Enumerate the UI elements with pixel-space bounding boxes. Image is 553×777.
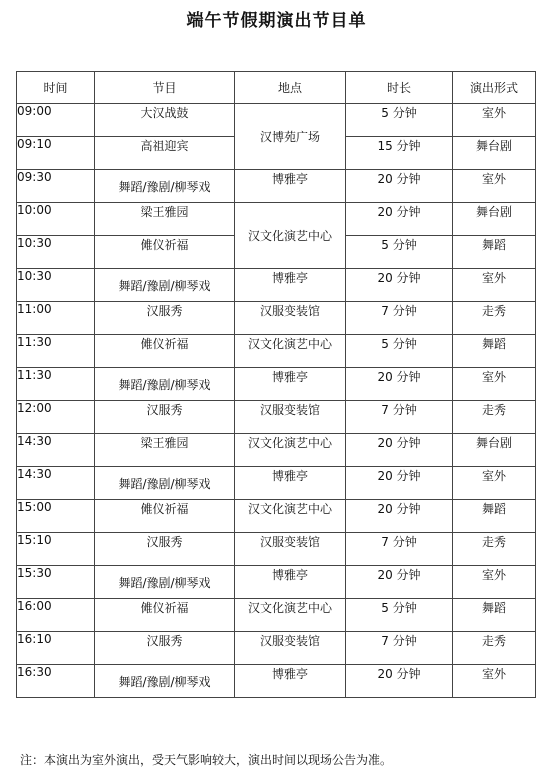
cell-form: 舞台剧 (453, 203, 536, 236)
schedule-table (16, 71, 536, 698)
table-row (17, 434, 536, 467)
cell-time: 10:30 (17, 269, 95, 302)
cell-venue: 博雅亭 (235, 665, 346, 698)
cell-form: 室外 (453, 665, 536, 698)
header-duration: 时长 (346, 72, 453, 104)
table-row (17, 302, 536, 335)
cell-duration: 7 分钟 (346, 632, 453, 665)
table-row (17, 335, 536, 368)
cell-venue: 汉服变装馆 (235, 533, 346, 566)
cell-venue: 博雅亭 (235, 566, 346, 599)
cell-time: 16:30 (17, 665, 95, 698)
cell-program: 傩仪祈福 (95, 500, 235, 533)
cell-form: 舞蹈 (453, 500, 536, 533)
cell-program: 傩仪祈福 (95, 599, 235, 632)
cell-venue: 汉服变装馆 (235, 302, 346, 335)
cell-venue: 博雅亭 (235, 467, 346, 500)
cell-venue: 博雅亭 (235, 170, 346, 203)
cell-venue: 汉文化演艺中心 (235, 500, 346, 533)
cell-venue: 汉博苑广场 (235, 104, 346, 170)
cell-duration: 20 分钟 (346, 368, 453, 401)
table-row (17, 665, 536, 698)
cell-duration: 5 分钟 (346, 599, 453, 632)
table-row (17, 632, 536, 665)
cell-duration: 5 分钟 (346, 236, 453, 269)
cell-duration: 15 分钟 (346, 137, 453, 170)
table-row (17, 566, 536, 599)
cell-form: 舞台剧 (453, 137, 536, 170)
cell-duration: 20 分钟 (346, 500, 453, 533)
header-form: 演出形式 (453, 72, 536, 104)
header-row (17, 72, 536, 104)
cell-program: 舞蹈/豫剧/柳琴戏 (95, 467, 235, 500)
schedule-body (17, 104, 536, 698)
cell-form: 走秀 (453, 632, 536, 665)
cell-form: 走秀 (453, 533, 536, 566)
cell-time: 09:00 (17, 104, 95, 137)
cell-time: 11:00 (17, 302, 95, 335)
cell-duration: 20 分钟 (346, 269, 453, 302)
cell-program: 高祖迎宾 (95, 137, 235, 170)
cell-time: 16:00 (17, 599, 95, 632)
table-row (17, 500, 536, 533)
cell-form: 室外 (453, 269, 536, 302)
cell-venue: 汉文化演艺中心 (235, 335, 346, 368)
cell-time: 11:30 (17, 368, 95, 401)
cell-time: 09:10 (17, 137, 95, 170)
cell-time: 10:30 (17, 236, 95, 269)
page-title: 端午节假期演出节目单 (186, 11, 367, 31)
table-row (17, 599, 536, 632)
footnote: 注：本演出为室外演出，受天气影响较大，演出时间以现场公告为准。 (20, 753, 393, 767)
cell-venue: 汉服变装馆 (235, 632, 346, 665)
cell-time: 15:10 (17, 533, 95, 566)
cell-duration: 20 分钟 (346, 467, 453, 500)
cell-program: 傩仪祈福 (95, 236, 235, 269)
table-row (17, 269, 536, 302)
table-row (17, 533, 536, 566)
table-row (17, 104, 536, 137)
cell-venue: 汉文化演艺中心 (235, 434, 346, 467)
cell-program: 梁王雅园 (95, 203, 235, 236)
cell-duration: 20 分钟 (346, 170, 453, 203)
cell-program: 舞蹈/豫剧/柳琴戏 (95, 170, 235, 203)
cell-venue: 博雅亭 (235, 368, 346, 401)
cell-program: 梁王雅园 (95, 434, 235, 467)
cell-duration: 5 分钟 (346, 104, 453, 137)
cell-program: 舞蹈/豫剧/柳琴戏 (95, 665, 235, 698)
header-program: 节目 (95, 72, 235, 104)
table-row (17, 170, 536, 203)
cell-duration: 20 分钟 (346, 203, 453, 236)
cell-form: 舞台剧 (453, 434, 536, 467)
cell-form: 室外 (453, 170, 536, 203)
cell-duration: 7 分钟 (346, 302, 453, 335)
cell-venue: 博雅亭 (235, 269, 346, 302)
cell-time: 12:00 (17, 401, 95, 434)
cell-duration: 7 分钟 (346, 533, 453, 566)
cell-form: 舞蹈 (453, 236, 536, 269)
cell-program: 大汉战鼓 (95, 104, 235, 137)
header-venue: 地点 (235, 72, 346, 104)
cell-form: 室外 (453, 104, 536, 137)
cell-program: 舞蹈/豫剧/柳琴戏 (95, 368, 235, 401)
cell-program: 舞蹈/豫剧/柳琴戏 (95, 566, 235, 599)
cell-program: 汉服秀 (95, 302, 235, 335)
cell-time: 15:00 (17, 500, 95, 533)
cell-form: 室外 (453, 368, 536, 401)
cell-time: 14:30 (17, 467, 95, 500)
cell-duration: 5 分钟 (346, 335, 453, 368)
table-row (17, 467, 536, 500)
cell-program: 汉服秀 (95, 632, 235, 665)
cell-form: 舞蹈 (453, 335, 536, 368)
cell-time: 16:10 (17, 632, 95, 665)
cell-time: 15:30 (17, 566, 95, 599)
cell-program: 汉服秀 (95, 401, 235, 434)
cell-program: 舞蹈/豫剧/柳琴戏 (95, 269, 235, 302)
cell-duration: 20 分钟 (346, 566, 453, 599)
table-row (17, 401, 536, 434)
cell-form: 走秀 (453, 302, 536, 335)
cell-venue: 汉文化演艺中心 (235, 599, 346, 632)
cell-time: 09:30 (17, 170, 95, 203)
cell-form: 室外 (453, 566, 536, 599)
cell-venue: 汉文化演艺中心 (235, 203, 346, 269)
cell-form: 走秀 (453, 401, 536, 434)
cell-program: 傩仪祈福 (95, 335, 235, 368)
cell-duration: 20 分钟 (346, 665, 453, 698)
cell-program: 汉服秀 (95, 533, 235, 566)
cell-time: 11:30 (17, 335, 95, 368)
cell-form: 舞蹈 (453, 599, 536, 632)
cell-time: 10:00 (17, 203, 95, 236)
cell-duration: 20 分钟 (346, 434, 453, 467)
cell-duration: 7 分钟 (346, 401, 453, 434)
header-time: 时间 (17, 72, 95, 104)
cell-form: 室外 (453, 467, 536, 500)
table-row (17, 368, 536, 401)
cell-venue: 汉服变装馆 (235, 401, 346, 434)
table-row (17, 203, 536, 236)
cell-time: 14:30 (17, 434, 95, 467)
